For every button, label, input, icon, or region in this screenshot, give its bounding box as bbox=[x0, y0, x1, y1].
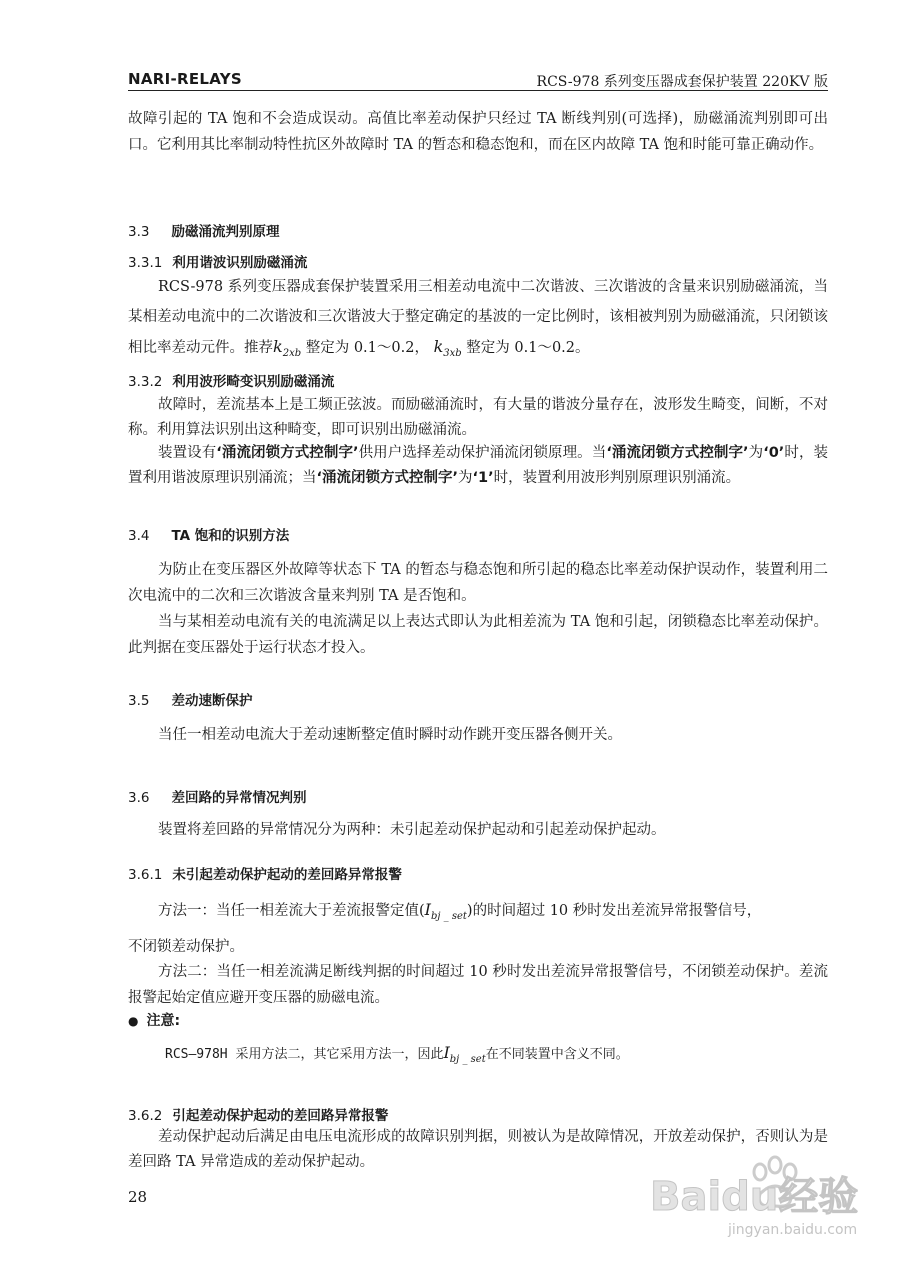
section-number: 3.3 bbox=[128, 224, 150, 240]
paragraph-3-5: 当任一相差动电流大于差动速断整定值时瞬时动作跳开变压器各侧开关。 bbox=[158, 727, 622, 743]
section-title: 励磁涌流判别原理 bbox=[171, 224, 280, 240]
text-run: 整定为 0.1～0.2， bbox=[305, 340, 429, 356]
paragraph-3-3-1 bbox=[128, 272, 828, 369]
control-word-label: ‘涌流闭锁方式控制字’ bbox=[216, 445, 359, 461]
control-word-label: ‘涌流闭锁方式控制字’ bbox=[316, 470, 459, 486]
text-run: 整定为 0.1～0.2。 bbox=[466, 340, 590, 356]
control-value: ‘0’ bbox=[763, 445, 785, 461]
section-3-5-heading bbox=[128, 690, 828, 712]
section-number: 3.4 bbox=[128, 528, 150, 544]
intro-paragraph: 故障引起的 TA 饱和不会造成误动。高值比率差动保护只经过 TA 断线判别(可选择)，励磁涌流判别即可出口。它利用其比率制动特性抗区外故障时 TA 的暂态和稳态饱和，而在区内故障 TA 饱和时能可靠正确动作。 bbox=[128, 111, 828, 153]
bullet-icon: ● bbox=[128, 1014, 139, 1028]
section-title: 利用谐波识别励磁涌流 bbox=[172, 255, 308, 271]
section-number: 3.6.2 bbox=[128, 1108, 163, 1124]
note-heading bbox=[128, 1010, 180, 1030]
document-title: RCS-978 系列变压器成套保护装置 220KV 版 bbox=[536, 74, 828, 90]
paragraph-3-4-a: 为防止在变压器区外故障等状态下 TA 的暂态与稳态饱和所引起的稳态比率差动保护误动作，装置利用二次电流中的二次和三次谐波含量来判别 TA 是否饱和。 bbox=[128, 562, 828, 604]
text-run: 方法一：当任一相差流大于差流报警定值( bbox=[158, 903, 425, 919]
section-title: 未引起差动保护起动的差回路异常报警 bbox=[172, 867, 402, 883]
section-3-4-heading bbox=[128, 525, 828, 547]
text-run: 装置设有 bbox=[158, 445, 217, 461]
text-run: RCS-978 系列变压器成套保护装置采用三相差动电流中二次谐波、三次谐波的含量来识别励磁涌流，当某相差动电流中的二次谐波和三次谐波大于整定确定的基波的一定比例时，该相被判别为励磁涌流，只闭锁该相比率差动元件。推荐 bbox=[128, 279, 828, 356]
section-number: 3.5 bbox=[128, 693, 150, 709]
section-title: 利用波形畸变识别励磁涌流 bbox=[172, 374, 335, 390]
text-run: )的时间超过 10 秒时发出差流异常报警信号， bbox=[466, 903, 762, 919]
paragraph-3-6-2: 差动保护起动后满足由电压电流形成的故障识别判据，则被认为是故障情况，开放差动保护，否则认为是差回路 TA 异常造成的差动保护起动。 bbox=[128, 1129, 828, 1170]
section-title: 引起差动保护起动的差回路异常报警 bbox=[172, 1108, 389, 1124]
control-value: ‘1’ bbox=[472, 470, 494, 486]
text-run: 在不同装置中含义不同。 bbox=[485, 1047, 629, 1062]
section-3-6-2-heading bbox=[128, 1105, 828, 1127]
text-run: 供用户选择差动保护涌流闭锁原理。当 bbox=[358, 445, 607, 461]
paragraph-3-6: 装置将差回路的异常情况分为两种：未引起差动保护起动和引起差动保护起动。 bbox=[158, 822, 666, 838]
ibj-set-symbol: $I_{bj \_ set}$ bbox=[443, 1043, 486, 1066]
section-number: 3.3.2 bbox=[128, 374, 163, 390]
section-3-6-heading bbox=[128, 787, 828, 809]
watermark-url: jingyan.baidu.com bbox=[728, 1222, 858, 1238]
method-one-continuation: 不闭锁差动保护。 bbox=[128, 939, 244, 955]
brand-logo: NARI-RELAYS bbox=[128, 70, 243, 88]
text-run: RCS—978H 采用方法二，其它采用方法一，因此 bbox=[165, 1047, 444, 1062]
section-3-6-1-heading bbox=[128, 864, 828, 886]
control-word-label: ‘涌流闭锁方式控制字’ bbox=[606, 445, 749, 461]
text-run: 时，装置利用波形判别原理识别涌流。 bbox=[493, 470, 741, 486]
text-run: 为 bbox=[458, 470, 473, 486]
section-title: 差回路的异常情况判别 bbox=[171, 790, 307, 806]
paragraph-3-3-2-a: 故障时，差流基本上是工频正弦波。而励磁涌流时，有大量的谐波分量存在，波形发生畸变，间断，不对称。利用算法识别出这种畸变，即可识别出励磁涌流。 bbox=[128, 397, 828, 438]
page-header bbox=[128, 70, 828, 91]
section-3-3-heading bbox=[128, 221, 828, 243]
section-number: 3.3.1 bbox=[128, 255, 163, 271]
note-label: 注意: bbox=[146, 1013, 181, 1029]
k2xb-symbol: $k_{2xb}$ bbox=[273, 337, 302, 360]
paragraph-3-3-2-b bbox=[128, 441, 828, 491]
section-title: 差动速断保护 bbox=[171, 693, 253, 709]
watermark-logo: Baidu经验 bbox=[650, 1174, 859, 1220]
section-3-3-2-heading bbox=[128, 371, 828, 393]
method-two-paragraph: 方法二：当任一相差流满足断线判据的时间超过 10 秒时发出差流异常报警信号，不闭锁差动保护。差流报警起始定值应避开变压器的励磁电流。 bbox=[128, 964, 828, 1006]
section-number: 3.6 bbox=[128, 790, 150, 806]
page-number: 28 bbox=[128, 1188, 148, 1206]
baidu-jingyan-watermark bbox=[648, 1150, 859, 1240]
section-title: TA 饱和的识别方法 bbox=[171, 528, 290, 544]
text-run: 时，装置利用谐波原理识别涌流；当 bbox=[128, 445, 829, 486]
text-run: 为 bbox=[748, 445, 764, 461]
k3xb-symbol: $k_{3xb}$ bbox=[433, 337, 462, 360]
section-3-3-1-heading bbox=[128, 252, 828, 274]
paragraph-3-4-b: 当与某相差动电流有关的电流满足以上表达式即认为此相差流为 TA 饱和引起，闭锁稳态比率差动保护。此判据在变压器处于运行状态才投入。 bbox=[128, 614, 828, 656]
method-one-paragraph bbox=[128, 897, 828, 930]
ibj-set-symbol: $I_{bj \_ set}$ bbox=[424, 900, 467, 923]
note-text bbox=[165, 1040, 825, 1073]
section-number: 3.6.1 bbox=[128, 867, 163, 883]
